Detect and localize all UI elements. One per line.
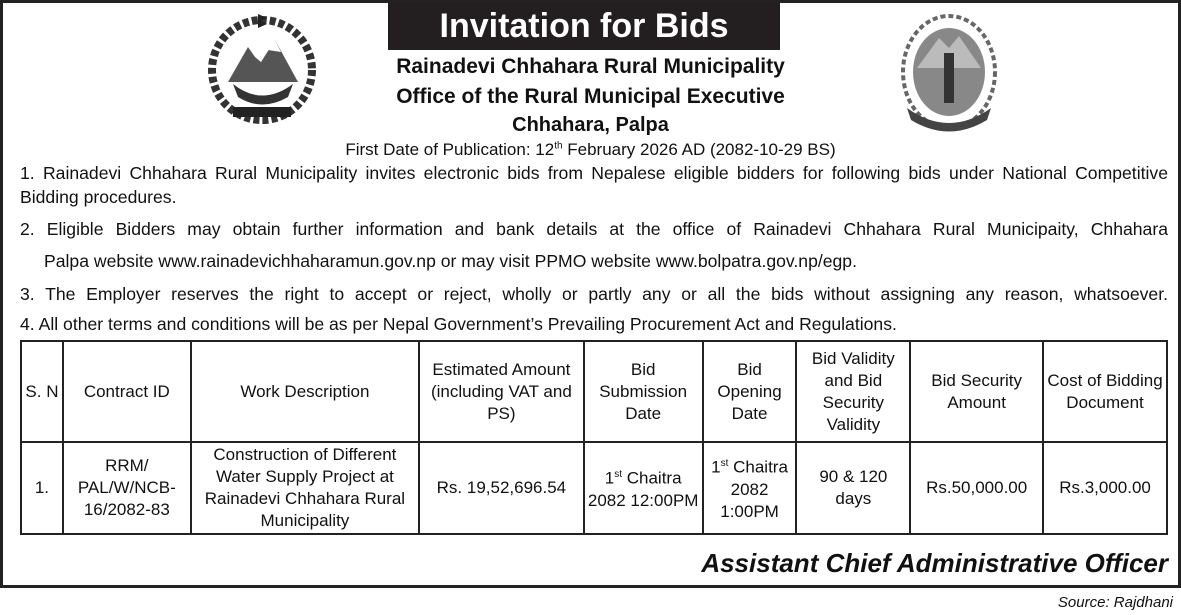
office-name: Office of the Rural Municipal Executive [396, 85, 785, 108]
table-row [21, 442, 1167, 534]
bids-table [20, 340, 1168, 535]
col-header: Bid Validity and Bid Security Validity [796, 341, 910, 442]
paragraph-1: 1. Rainadevi Chhahara Rural Municipality invites electronic bids from Nepalese eligible bidders for following bids under National Competitive Bidding procedures. [20, 163, 1168, 207]
col-header: Bid Security Amount [910, 341, 1043, 442]
source-credit: Source: Rajdhani [1057, 594, 1173, 611]
cell-security: Rs.50,000.00 [910, 442, 1043, 534]
notice-title: Invitation for Bids [388, 2, 780, 50]
paragraph-3: 3. The Employer reserves the right to accept or reject, wholly or partly any or all the bids without assigning any reason, whatsoever. [20, 284, 1168, 304]
paragraph-2: 2. Eligible Bidders may obtain further information and bank details at the office of Rainadevi Chhahara Rural Municipaity, Chhahara [20, 219, 1168, 239]
cell-amount: Rs. 19,52,696.54 [419, 442, 584, 534]
col-header: Work Description [191, 341, 419, 442]
col-header: Contract ID [63, 341, 191, 442]
cell-opening-date: 1st Chaitra 2082 1:00PM [703, 442, 797, 534]
paragraph-2-cont: Palpa website www.rainadevichhaharamun.gov.np or may visit PPMO website www.bolpatra.gov.np/egp. [44, 251, 857, 271]
paragraph-4: 4. All other terms and conditions will be as per Nepal Government’s Prevailing Procurement Act and Regulations. [20, 314, 897, 334]
col-header: S. N [21, 341, 63, 442]
col-header: Cost of Bidding Document [1043, 341, 1167, 442]
table-header-row [21, 341, 1167, 442]
cell-description: Construction of Different Water Supply Project at Rainadevi Chhahara Rural Municipality [191, 442, 419, 534]
cell-contract-id: RRM/ PAL/W/NCB- 16/2082-83 [63, 442, 191, 534]
cell-sn: 1. [21, 442, 63, 534]
publication-date: First Date of Publication: 12th February 2026 AD (2082-10-29 BS) [345, 140, 836, 159]
col-header: Bid Opening Date [703, 341, 797, 442]
signatory-title: Assistant Chief Administrative Officer [701, 548, 1168, 578]
cell-validity: 90 & 120 days [796, 442, 910, 534]
cell-submission-date: 1st Chaitra 2082 12:00PM [584, 442, 703, 534]
col-header: Estimated Amount (including VAT and PS) [419, 341, 584, 442]
cell-cost: Rs.3,000.00 [1043, 442, 1167, 534]
office-location: Chhahara, Palpa [512, 114, 669, 136]
col-header: Bid Submission Date [584, 341, 703, 442]
municipality-name: Rainadevi Chhahara Rural Municipality [396, 55, 785, 78]
